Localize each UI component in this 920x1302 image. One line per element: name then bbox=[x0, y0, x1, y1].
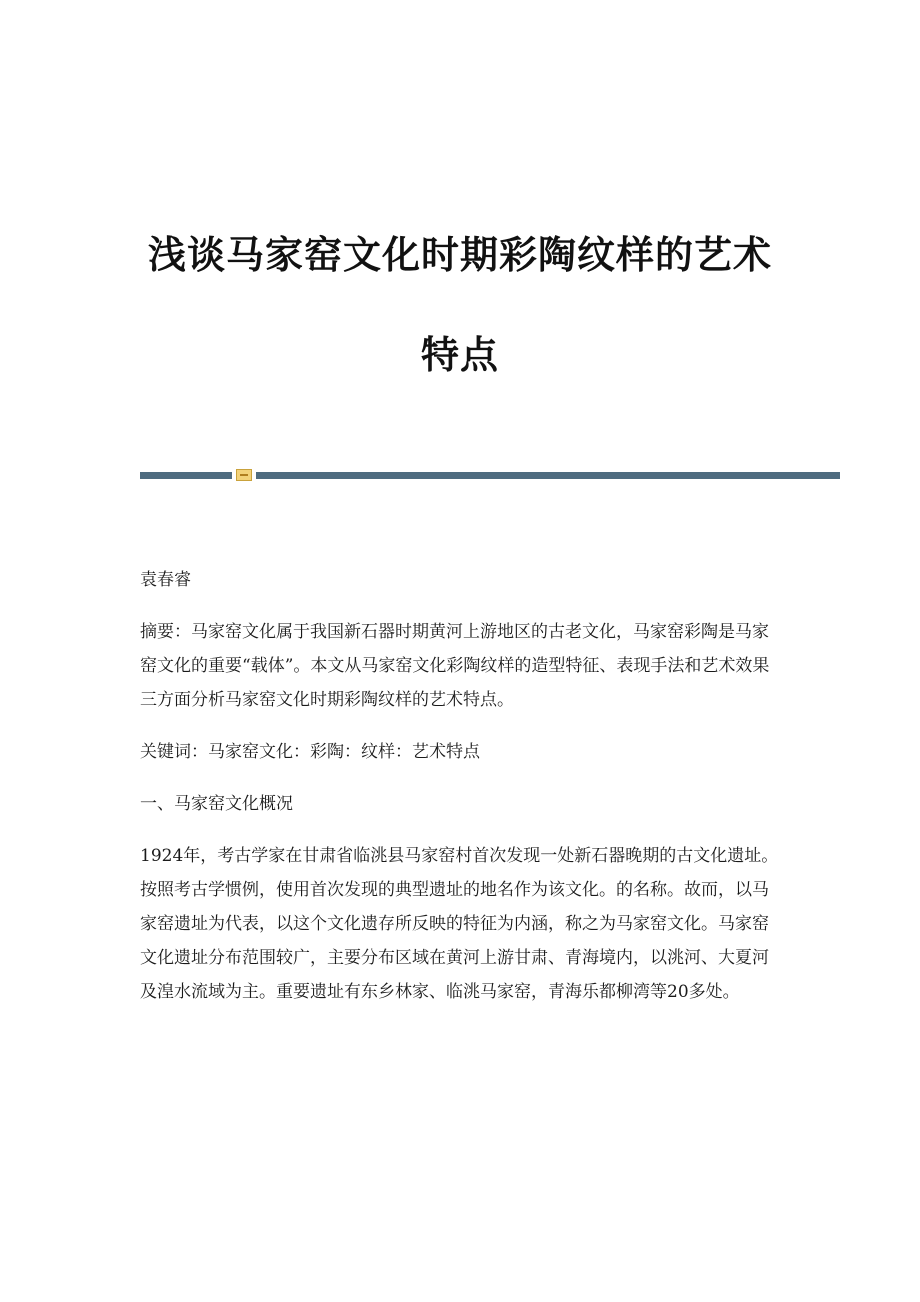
section-body-paragraph: 1924年，考古学家在甘肃省临洮县马家窑村首次发现一处新石器晚期的古文化遗址。按照考古学惯例，使用首次发现的典型遗址的地名作为该文化。的名称。故而，以马家窑遗址为代表，以这个文化遗存所反映的特征为内涵，称之为马家窑文化。马家窑文化遗址分布范围较广，主要分布区域在黄河上游甘肃、青海境内，以洮河、大夏河及湟水流域为主。重要遗址有东乡林家、临洮马家窑，青海乐都柳湾等20多处。 bbox=[140, 846, 779, 1002]
divider-bar-left bbox=[140, 472, 232, 479]
author-line: 袁春睿 bbox=[140, 570, 191, 590]
section-heading: 一、马家窑文化概况 bbox=[140, 794, 293, 814]
document-title: 浅谈马家窑文化时期彩陶纹样的艺术特点 bbox=[147, 232, 772, 377]
keywords-line: 关键词：马家窑文化：彩陶：纹样：艺术特点 bbox=[140, 742, 480, 762]
title-divider bbox=[140, 469, 840, 481]
divider-bar-right bbox=[256, 472, 840, 479]
divider-ornament-icon bbox=[236, 469, 252, 481]
abstract-paragraph: 摘要：马家窑文化属于我国新石器时期黄河上游地区的古老文化，马家窑彩陶是马家窑文化的重要“载体”。本文从马家窑文化彩陶纹样的造型特征、表现手法和艺术效果三方面分析马家窑文化时期彩陶纹样的艺术特点。 bbox=[140, 622, 770, 710]
document-body bbox=[140, 563, 780, 1027]
